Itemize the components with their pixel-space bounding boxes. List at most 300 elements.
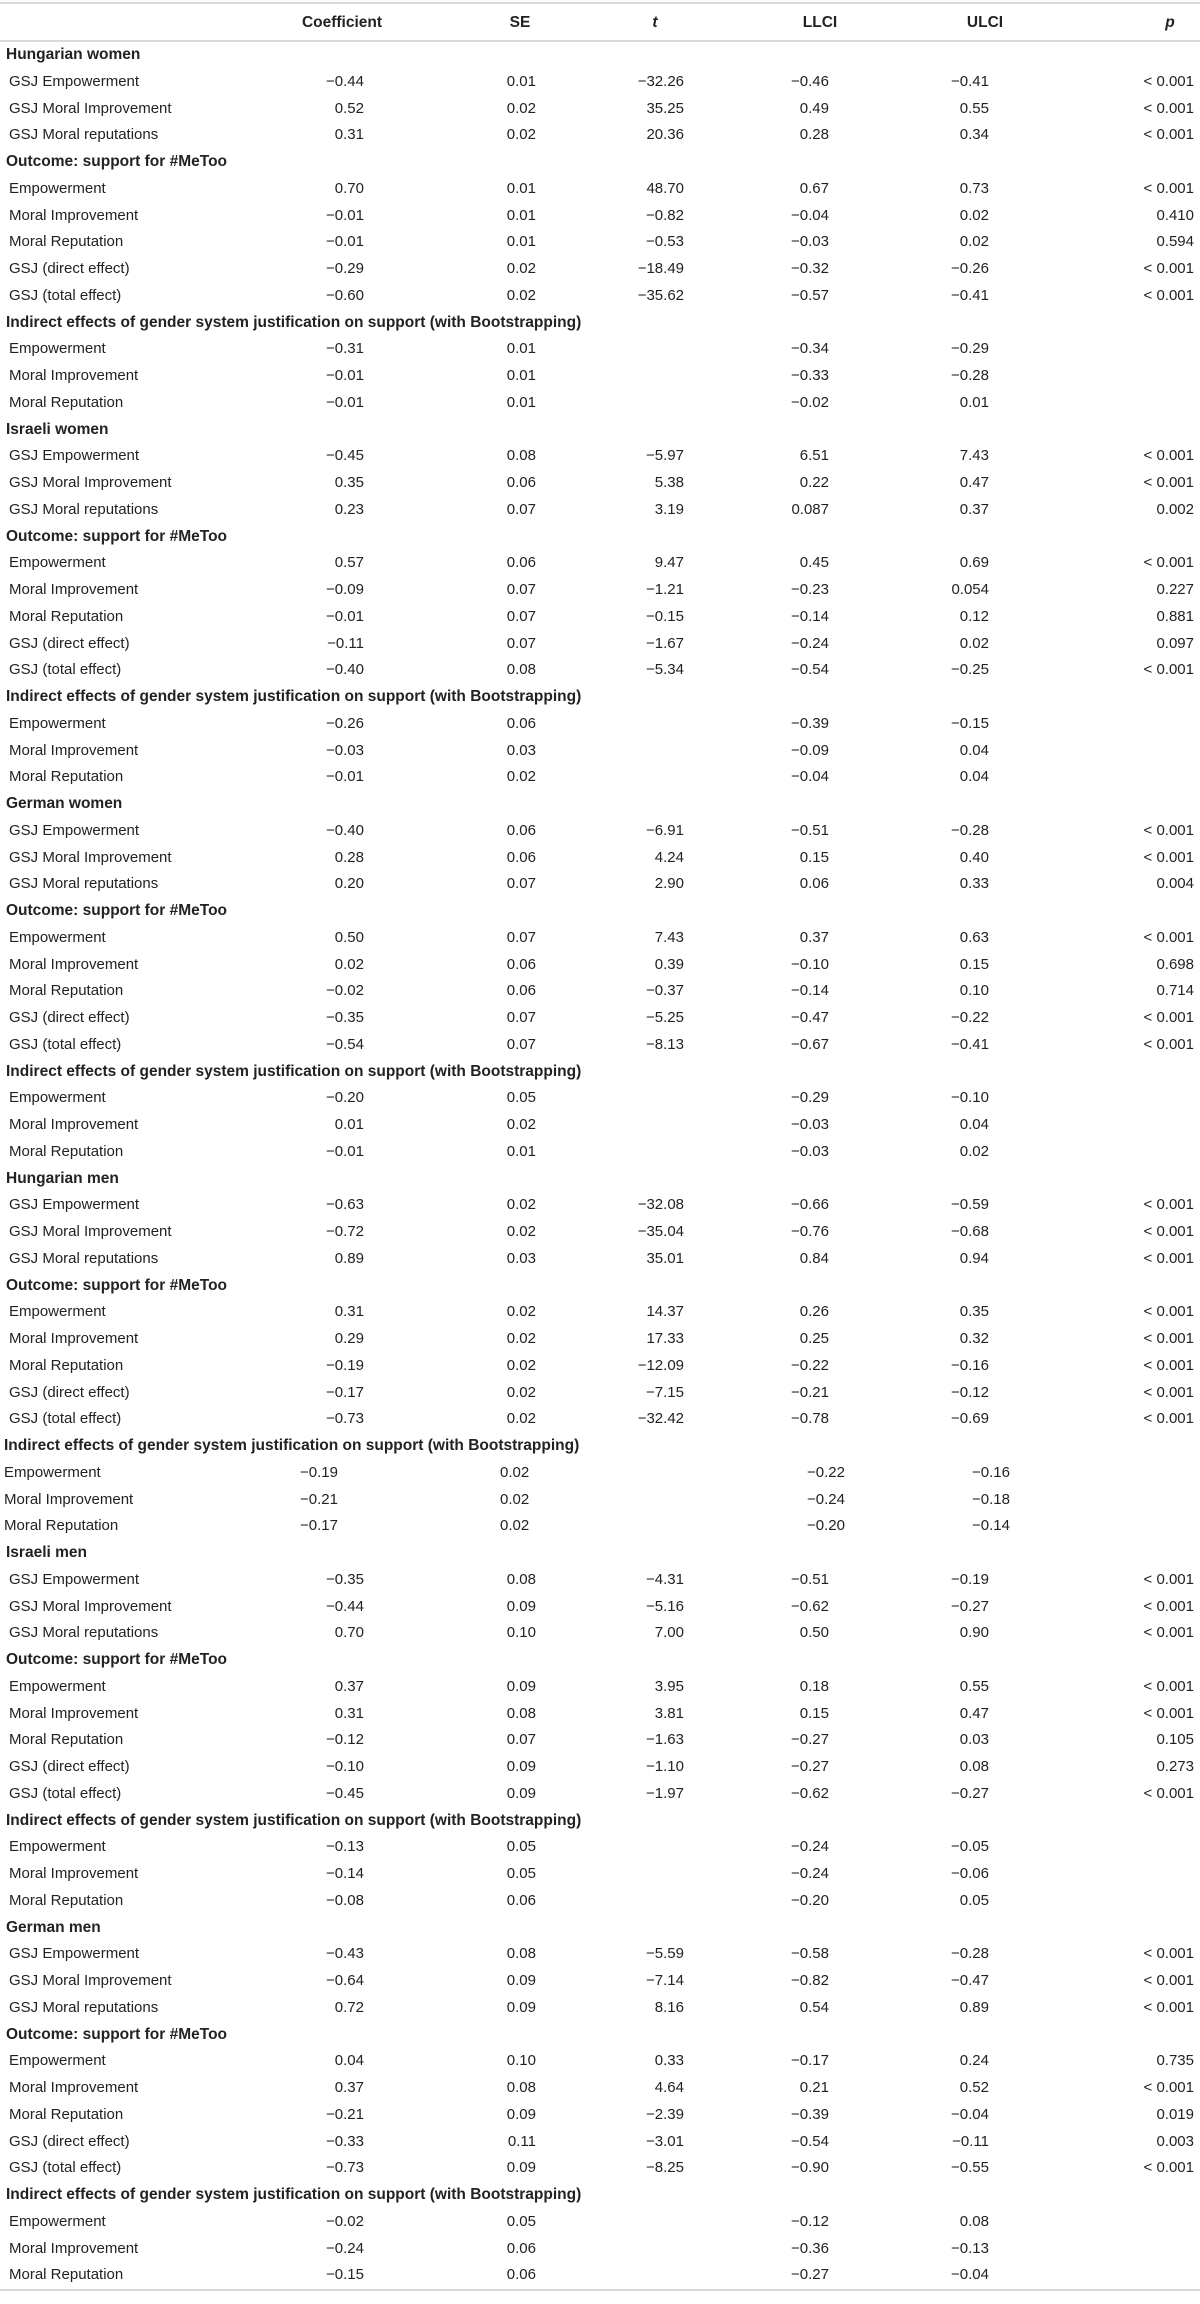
cell-llci: 0.37: [799, 928, 829, 946]
cell-se: 0.09: [506, 1998, 536, 2016]
cell-se: 0.02: [506, 286, 536, 304]
cell-coefficient: −0.08: [326, 1891, 364, 1909]
cell-t: −1.67: [646, 634, 684, 652]
table-row: [0, 390, 1200, 417]
row-label: GSJ (direct effect): [9, 634, 130, 652]
cell-ulci: 0.15: [959, 955, 989, 973]
cell-ulci: 0.08: [959, 1758, 989, 1775]
row-label: GSJ Moral Improvement: [9, 848, 172, 866]
cell-ulci: −0.16: [972, 1463, 1010, 1481]
cell-coefficient: 0.52: [334, 99, 364, 117]
table-row: [0, 1380, 1200, 1407]
section-header-row: [0, 149, 1200, 176]
table-row: [0, 2075, 1200, 2102]
row-label: Moral Improvement: [9, 1865, 139, 1882]
cell-coefficient: −0.20: [326, 1089, 364, 1107]
cell-t: −32.42: [637, 1410, 684, 1428]
cell-ulci: −0.13: [951, 2239, 989, 2257]
cell-ulci: 0.63: [959, 928, 989, 946]
row-label: GSJ Empowerment: [9, 1196, 140, 1214]
cell-se: 0.02: [506, 1410, 536, 1428]
section-header-row: [0, 1647, 1200, 1674]
cell-coefficient: −0.35: [326, 1009, 364, 1026]
section-title: Outcome: support for #MeToo: [6, 153, 228, 170]
cell-ulci: 0.55: [959, 1677, 989, 1695]
table-row: [0, 2048, 1200, 2075]
cell-se: 0.02: [506, 1116, 536, 1133]
cell-se: 0.01: [506, 1142, 536, 1160]
header-llci: LLCI: [802, 14, 838, 31]
row-label: GSJ Empowerment: [9, 1570, 140, 1588]
cell-se: 0.01: [506, 367, 536, 384]
cell-se: 0.07: [506, 607, 536, 625]
cell-ulci: −0.28: [951, 367, 989, 384]
cell-t: 7.43: [654, 928, 684, 946]
cell-t: 2.90: [654, 875, 684, 893]
table-row: [0, 69, 1200, 96]
row-label: GSJ Empowerment: [9, 447, 140, 465]
cell-t: −2.39: [646, 2105, 684, 2123]
section-header-row: [0, 2182, 1200, 2209]
cell-p: < 0.001: [1143, 821, 1194, 839]
section-title: Indirect effects of gender system justification on support (with Bootstrapping): [6, 1062, 582, 1080]
section-title: German men: [6, 1918, 101, 1936]
cell-p: 0.105: [1156, 1731, 1194, 1749]
cell-p: < 0.001: [1143, 2079, 1194, 2096]
row-label: Empowerment: [9, 1838, 106, 1856]
cell-coefficient: −0.12: [326, 1731, 364, 1749]
cell-coefficient: −0.26: [326, 714, 364, 732]
cell-ulci: −0.16: [951, 1356, 989, 1374]
table-row: [0, 577, 1200, 604]
table-row: [0, 1246, 1200, 1273]
cell-ulci: 0.02: [959, 233, 989, 251]
cell-coefficient: 0.57: [334, 554, 364, 572]
row-label: Moral Improvement: [9, 2079, 139, 2096]
cell-llci: −0.47: [791, 1009, 829, 1026]
cell-llci: 0.15: [799, 1704, 829, 1722]
cell-ulci: −0.22: [951, 1009, 989, 1026]
cell-llci: −0.22: [807, 1463, 845, 1481]
cell-coefficient: −0.43: [326, 1945, 364, 1963]
cell-llci: 0.84: [799, 1249, 829, 1267]
cell-coefficient: −0.17: [326, 1383, 364, 1401]
cell-coefficient: −0.01: [326, 768, 364, 786]
cell-p: < 0.001: [1143, 99, 1194, 117]
cell-coefficient: 0.02: [334, 955, 364, 973]
cell-t: 3.81: [654, 1704, 684, 1722]
cell-t: −7.15: [646, 1383, 684, 1401]
cell-se: 0.07: [506, 1009, 536, 1026]
cell-se: 0.06: [506, 474, 536, 491]
cell-se: 0.01: [506, 179, 536, 197]
cell-p: < 0.001: [1143, 72, 1194, 90]
cell-coefficient: −0.24: [326, 2239, 364, 2257]
cell-ulci: −0.55: [951, 2159, 989, 2177]
cell-p: 0.273: [1156, 1758, 1194, 1775]
table-row: [0, 283, 1200, 310]
header-se: SE: [509, 14, 531, 31]
cell-t: 8.16: [654, 1998, 684, 2016]
cell-se: 0.02: [506, 1356, 536, 1374]
row-label: Moral Reputation: [9, 1891, 124, 1909]
cell-se: 0.07: [506, 928, 536, 946]
cell-ulci: 0.02: [959, 634, 989, 652]
row-label: Moral Reputation: [9, 1142, 124, 1160]
table-row: [0, 2155, 1200, 2182]
cell-t: −0.37: [646, 982, 684, 1000]
cell-se: 0.06: [506, 2266, 536, 2284]
cell-p: < 0.001: [1143, 848, 1194, 866]
cell-t: −0.15: [646, 607, 684, 625]
cell-ulci: 0.34: [959, 126, 989, 144]
row-label: GSJ (total effect): [9, 1035, 122, 1053]
cell-se: 0.09: [506, 1597, 536, 1615]
cell-t: 0.39: [654, 955, 684, 973]
cell-se: 0.06: [506, 554, 536, 572]
cell-llci: −0.57: [791, 286, 829, 304]
table-row: [0, 497, 1200, 524]
table-row: [0, 2262, 1200, 2289]
cell-ulci: −0.10: [951, 1089, 989, 1107]
cell-llci: −0.78: [791, 1410, 829, 1428]
cell-p: 0.003: [1156, 2132, 1194, 2150]
cell-p: < 0.001: [1143, 474, 1194, 491]
cell-t: −0.82: [646, 206, 684, 224]
cell-llci: −0.23: [791, 581, 829, 598]
table-body: [0, 42, 1200, 2289]
cell-t: −12.09: [637, 1356, 684, 1374]
cell-p: < 0.001: [1143, 447, 1194, 465]
table-row: [0, 1620, 1200, 1647]
table-row: [0, 1594, 1200, 1621]
cell-coefficient: −0.45: [326, 1784, 364, 1802]
cell-coefficient: 0.04: [334, 2052, 364, 2070]
cell-p: < 0.001: [1143, 1570, 1194, 1588]
cell-se: 0.08: [506, 1704, 536, 1722]
table-row: [0, 1995, 1200, 2022]
row-label: GSJ Empowerment: [9, 821, 140, 839]
table-row: [0, 631, 1200, 658]
cell-coefficient: −0.01: [326, 1142, 364, 1160]
section-title: Outcome: support for #MeToo: [6, 1651, 228, 1668]
table-row: [0, 738, 1200, 765]
row-label: Moral Improvement: [9, 1116, 139, 1133]
cell-llci: −0.34: [791, 340, 829, 358]
cell-se: 0.09: [506, 1677, 536, 1695]
row-label: GSJ (total effect): [9, 661, 122, 679]
cell-llci: −0.12: [791, 2212, 829, 2230]
cell-llci: 0.26: [799, 1303, 829, 1321]
section-header-row: [0, 1808, 1200, 1835]
cell-se: 0.02: [506, 1383, 536, 1401]
row-label: Moral Reputation: [9, 2266, 124, 2284]
cell-ulci: 0.02: [959, 206, 989, 224]
table-row: [0, 845, 1200, 872]
row-label: Empowerment: [9, 554, 106, 572]
row-label: GSJ Moral reputations: [9, 875, 159, 893]
cell-t: 3.19: [654, 500, 684, 518]
cell-t: −5.59: [646, 1945, 684, 1963]
cell-ulci: −0.41: [951, 286, 989, 304]
table-row: [0, 1487, 1200, 1514]
cell-coefficient: −0.44: [326, 72, 364, 90]
section-header-row: [0, 524, 1200, 551]
cell-t: −5.34: [646, 661, 684, 679]
cell-t: 35.01: [646, 1249, 684, 1267]
cell-llci: −0.54: [791, 2132, 829, 2150]
cell-ulci: 0.47: [959, 1704, 989, 1722]
row-label: GSJ (direct effect): [9, 2132, 130, 2150]
row-label: Empowerment: [4, 1463, 101, 1481]
table-row: [0, 1406, 1200, 1433]
cell-p: < 0.001: [1143, 928, 1194, 946]
cell-se: 0.06: [506, 821, 536, 839]
cell-llci: −0.32: [791, 260, 829, 277]
cell-ulci: −0.41: [951, 72, 989, 90]
cell-se: 0.07: [506, 875, 536, 893]
cell-se: 0.05: [506, 1865, 536, 1882]
cell-p: < 0.001: [1143, 286, 1194, 304]
cell-se: 0.07: [506, 1731, 536, 1749]
cell-coefficient: −0.45: [326, 447, 364, 465]
cell-ulci: 0.04: [959, 1116, 989, 1133]
row-label: Empowerment: [9, 2052, 106, 2070]
section-title: Israeli men: [6, 1544, 87, 1561]
cell-coefficient: −0.01: [326, 367, 364, 384]
section-title: Outcome: support for #MeToo: [6, 527, 228, 545]
cell-llci: 6.51: [799, 447, 829, 465]
cell-ulci: −0.25: [951, 661, 989, 679]
cell-ulci: 0.01: [959, 393, 989, 411]
cell-ulci: 0.94: [959, 1249, 989, 1267]
cell-t: 3.95: [654, 1677, 684, 1695]
cell-p: 0.594: [1156, 233, 1194, 251]
header-coefficient: Coefficient: [301, 14, 383, 31]
cell-coefficient: −0.11: [327, 634, 364, 652]
cell-coefficient: −0.01: [326, 206, 364, 224]
row-label: GSJ Moral reputations: [9, 1624, 159, 1642]
cell-ulci: 0.35: [959, 1303, 989, 1321]
cell-llci: 0.06: [799, 875, 829, 893]
cell-coefficient: −0.01: [326, 233, 364, 251]
row-label: Moral Improvement: [9, 1704, 139, 1722]
cell-coefficient: −0.29: [326, 260, 364, 277]
table-bottom-rule: [0, 2289, 1200, 2291]
table-row: [0, 925, 1200, 952]
table-row: [0, 1781, 1200, 1808]
table-row: [0, 176, 1200, 203]
cell-p: 0.002: [1156, 500, 1194, 518]
cell-coefficient: −0.21: [300, 1490, 338, 1508]
cell-se: 0.10: [506, 1624, 536, 1642]
cell-se: 0.01: [506, 206, 536, 224]
row-label: Moral Reputation: [9, 1731, 124, 1749]
cell-ulci: −0.47: [951, 1972, 989, 1989]
cell-p: < 0.001: [1143, 1945, 1194, 1963]
cell-coefficient: 0.70: [334, 179, 364, 197]
cell-coefficient: −0.33: [326, 2132, 364, 2150]
cell-llci: −0.09: [791, 741, 829, 759]
section-header-row: [0, 791, 1200, 818]
cell-llci: −0.10: [791, 955, 829, 973]
section-header-row: [0, 310, 1200, 337]
cell-ulci: −0.04: [951, 2266, 989, 2284]
cell-llci: −0.04: [791, 206, 829, 224]
cell-llci: −0.24: [791, 634, 829, 652]
cell-se: 0.06: [506, 955, 536, 973]
cell-p: 0.410: [1156, 206, 1194, 224]
cell-ulci: −0.14: [972, 1517, 1010, 1535]
cell-p: < 0.001: [1143, 1383, 1194, 1401]
cell-llci: −0.54: [791, 661, 829, 679]
cell-coefficient: −0.15: [326, 2266, 364, 2284]
row-label: GSJ (total effect): [9, 286, 122, 304]
section-header-row: [0, 417, 1200, 444]
cell-se: 0.09: [506, 1784, 536, 1802]
row-label: Moral Reputation: [9, 2105, 124, 2123]
cell-llci: −0.17: [791, 2052, 829, 2070]
cell-t: −35.62: [637, 286, 684, 304]
table-row: [0, 1139, 1200, 1166]
cell-coefficient: 0.29: [334, 1330, 364, 1347]
cell-coefficient: −0.72: [326, 1223, 364, 1240]
cell-se: 0.02: [506, 1303, 536, 1321]
row-label: Moral Reputation: [9, 393, 124, 411]
row-label: Empowerment: [9, 340, 106, 358]
section-header-row: [0, 42, 1200, 69]
cell-coefficient: −0.63: [326, 1196, 364, 1214]
cell-se: 0.09: [506, 2159, 536, 2177]
row-label: Moral Reputation: [9, 768, 124, 786]
row-label: GSJ (direct effect): [9, 260, 130, 277]
cell-se: 0.08: [506, 1945, 536, 1963]
table-row: [0, 1219, 1200, 1246]
section-title: Hungarian men: [6, 1169, 119, 1187]
cell-llci: −0.24: [807, 1490, 845, 1508]
row-label: Moral Reputation: [9, 233, 124, 251]
cell-se: 0.02: [506, 99, 536, 117]
cell-coefficient: −0.44: [326, 1597, 364, 1615]
cell-llci: −0.03: [791, 233, 829, 251]
table-row: [0, 122, 1200, 149]
cell-llci: −0.24: [791, 1838, 829, 1856]
cell-p: < 0.001: [1143, 1035, 1194, 1053]
section-title: Hungarian women: [6, 46, 141, 63]
cell-ulci: 0.03: [959, 1731, 989, 1749]
row-label: Empowerment: [9, 1677, 106, 1695]
cell-t: 0.33: [654, 2052, 684, 2070]
cell-ulci: −0.18: [972, 1490, 1010, 1508]
cell-llci: −0.51: [791, 821, 829, 839]
cell-llci: 0.18: [799, 1677, 829, 1695]
table-row: [0, 1032, 1200, 1059]
cell-llci: −0.58: [791, 1945, 829, 1963]
cell-p: < 0.001: [1143, 1356, 1194, 1374]
cell-coefficient: −0.19: [300, 1463, 338, 1481]
cell-p: < 0.001: [1143, 126, 1194, 144]
table-row: [0, 604, 1200, 631]
cell-ulci: 0.04: [959, 768, 989, 786]
cell-t: −1.21: [646, 581, 684, 598]
cell-p: < 0.001: [1143, 661, 1194, 679]
cell-ulci: −0.26: [951, 260, 989, 277]
cell-coefficient: −0.60: [326, 286, 364, 304]
cell-p: < 0.001: [1143, 260, 1194, 277]
cell-coefficient: 0.28: [334, 848, 364, 866]
cell-p: < 0.001: [1143, 1972, 1194, 1989]
cell-t: 35.25: [646, 99, 684, 117]
cell-ulci: 0.04: [959, 741, 989, 759]
section-header-row: [0, 1915, 1200, 1942]
cell-t: −1.10: [646, 1758, 684, 1775]
cell-t: −32.26: [637, 72, 684, 90]
cell-llci: −0.20: [791, 1891, 829, 1909]
cell-t: −35.04: [637, 1223, 684, 1240]
cell-p: 0.019: [1156, 2105, 1194, 2123]
row-label: GSJ Moral reputations: [9, 1998, 159, 2016]
section-header-row: [0, 1273, 1200, 1300]
cell-coefficient: 0.37: [334, 2079, 364, 2096]
cell-llci: −0.04: [791, 768, 829, 786]
cell-p: < 0.001: [1143, 1330, 1194, 1347]
cell-t: −6.91: [646, 821, 684, 839]
cell-coefficient: 0.31: [334, 1704, 364, 1722]
cell-t: −1.97: [646, 1784, 684, 1802]
row-label: Empowerment: [9, 1303, 106, 1321]
cell-llci: −0.24: [791, 1865, 829, 1882]
table-row: [0, 1513, 1200, 1540]
section-header-row: [0, 898, 1200, 925]
cell-coefficient: −0.73: [326, 2159, 364, 2177]
table-row: [0, 1888, 1200, 1915]
cell-llci: −0.39: [791, 714, 829, 732]
cell-llci: −0.29: [791, 1089, 829, 1107]
row-label: Empowerment: [9, 714, 106, 732]
cell-ulci: −0.12: [951, 1383, 989, 1401]
cell-coefficient: −0.40: [326, 821, 364, 839]
cell-p: < 0.001: [1143, 1249, 1194, 1267]
cell-t: 4.24: [654, 848, 684, 866]
cell-llci: −0.27: [791, 1758, 829, 1775]
cell-se: 0.09: [506, 1972, 536, 1989]
cell-p: 0.227: [1156, 581, 1194, 598]
cell-se: 0.01: [506, 233, 536, 251]
table-row: [0, 952, 1200, 979]
table-row: [0, 363, 1200, 390]
row-label: GSJ (direct effect): [9, 1383, 130, 1401]
cell-coefficient: −0.17: [300, 1517, 338, 1535]
cell-coefficient: −0.21: [326, 2105, 364, 2123]
cell-p: 0.714: [1156, 982, 1194, 1000]
cell-coefficient: −0.31: [326, 340, 364, 358]
cell-p: 0.881: [1156, 607, 1194, 625]
cell-ulci: 0.69: [959, 554, 989, 572]
section-title: Indirect effects of gender system justification on support (with Bootstrapping): [6, 1811, 582, 1829]
table-row: [0, 657, 1200, 684]
table-row: [0, 2129, 1200, 2156]
row-label: Moral Improvement: [9, 367, 139, 384]
cell-t: −32.08: [637, 1196, 684, 1214]
cell-ulci: 0.52: [959, 2079, 989, 2096]
cell-coefficient: 0.01: [334, 1116, 364, 1133]
cell-llci: −0.20: [807, 1517, 845, 1535]
cell-se: 0.06: [506, 982, 536, 1000]
cell-p: < 0.001: [1143, 1223, 1194, 1240]
section-header-row: [0, 1059, 1200, 1086]
cell-se: 0.01: [506, 340, 536, 358]
row-label: GSJ Empowerment: [9, 1945, 140, 1963]
